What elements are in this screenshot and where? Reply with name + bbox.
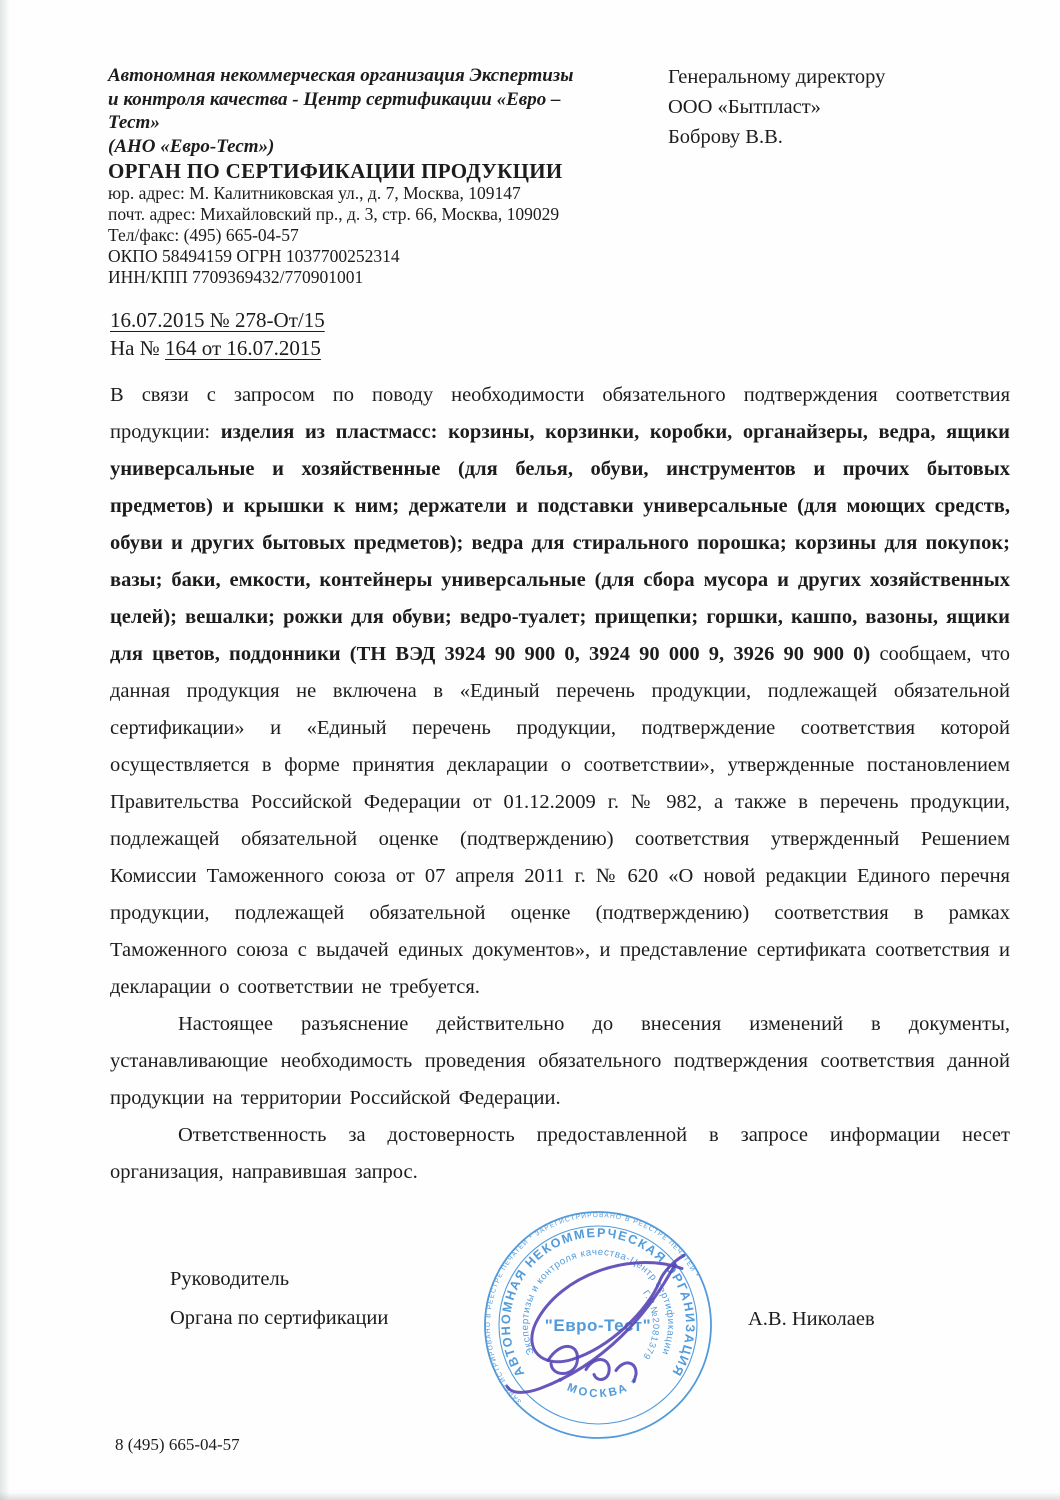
org-abbreviation: (АНО «Евро-Тест») [108,135,275,157]
inn-kpp: ИНН/КПП 7709369432/770901001 [108,267,364,287]
stamp-center-text: "Евро-Тест" [544,1316,652,1335]
signature-stroke [532,1256,684,1362]
stamp-city-text: * МОСКВА * [553,1375,643,1401]
stamp-organization-ring-text: АВТОНОМНАЯ НЕКОММЕРЧЕСКАЯ ОРГАНИЗАЦИЯ [498,1225,698,1380]
recipient-line: Боброву В.В. [668,126,783,148]
phone-fax: Тел/факс: (495) 665-04-57 [108,225,299,245]
recipient-line: ООО «Бытпласт» [668,96,821,118]
paragraph-main [110,377,1010,1006]
outgoing-reference: 16.07.2015 № 278-От/15 [110,308,325,332]
handwritten-signature [482,1246,717,1411]
body-text-bold-product-list: изделия из пластмасс: корзины, корзинки, коробки, органайзеры, ведра, ящики универсальные и хозяйственные (для белья, обуви, инструментов и прочих бытовых предметов) и крышки к ним; держатели и подставки универсальные (для моющих средств, обуви и других бытовых предметов); ведра для стирального порошка; корзины для покупок; вазы; баки, емкости, контейнеры универсальные (для сбора мусора и других хозяйственных целей); вешалки; рожки для обуви; ведро-туалет; прищепки; горшки, кашпо, вазоны, ящики для цветов, поддонники (ТН ВЭД 3924 90 900 0, 3924 90 000 9, 3926 90 900 0) [110,421,1010,665]
letter-body [110,377,1010,1191]
footer-phone: 8 (495) 665-04-57 [115,1435,240,1454]
stamp-registration-number: Г.Р.№2081379 [640,1288,662,1362]
stamp-registry-ring-text: ЗАРЕГИСТРИРОВАНО В РЕЕСТРЕ ПЕЧАТЕЙ * ЗАРЕГИСТРИРОВАНО В РЕЕСТРЕ ПЕЧАТЕЙ * [484,1212,700,1405]
body-text-regular: В связи с запросом по поводу необходимости обязательного подтверждения соответствия продукции: [110,384,1010,443]
incoming-reference: На № 164 от 16.07.2015 [110,336,321,360]
scan-edge-left [0,0,10,1500]
letterhead [108,64,668,288]
paragraph-validity: Настоящее разъяснение действительно до внесения изменений в документы, устанавливающие необходимость проведения обязательного подтверждения соответствия данной продукции на территории Российской Федерации. [110,1013,1010,1109]
recipient-block [668,62,998,152]
signer-title-line2: Органа по сертификации [170,1307,389,1329]
reference-block [110,306,530,362]
org-title: ОРГАН ПО СЕРТИФИКАЦИИ ПРОДУКЦИИ [108,159,563,183]
signer-name: А.В. Николаев [748,1308,875,1330]
org-name-line: Тест» [108,112,160,133]
org-name-line: Автономная некоммерческая организация Экспертизы [108,65,574,86]
scan-edge-bottom [0,1492,1060,1500]
paragraph-responsibility: Ответственность за достоверность предоставленной в запросе информации несет организация, направившая запрос. [110,1124,1010,1183]
org-name-line: и контроля качества - Центр сертификации «Евро – [108,88,561,110]
legal-address: юр. адрес: М. Калитниковская ул., д. 7, Москва, 109147 [108,183,521,203]
okpo-ogrn: ОКПО 58494159 ОГРН 1037700252314 [108,246,400,266]
recipient-line: Генеральному директору [668,66,886,88]
postal-address: почт. адрес: Михайловский пр., д. 3, стр. 66, Москва, 109029 [108,204,560,224]
body-text-regular: сообщаем, что данная продукция не включена в «Единый перечень продукции, подлежащей обязательной сертификации» и «Единый перечень продукции, подтверждение соответствия которой осуществляется в форме принятия декларации о соответствии», утвержденные постановлением Правительства Российской Федерации от 01.12.2009 г. № 982, а также в перечень продукции, подлежащей обязательной оценке (подтверждению) соответствия утвержденный Решением Комиссии Таможенного союза от 07 апреля 2011 г. № 620 «О новой редакции Единого перечня продукции, подлежащей обязательной оценке (подтверждению) соответствия в рамках Таможенного союза с выдачей единых документов», и представление сертификата соответствия и декларации о соответствии не требуется. [110,643,1010,998]
stamp-expertise-ring-text: Экспертизы и контроля качества-Центр сертификации [519,1246,677,1357]
signer-title-line1: Руководитель [170,1268,290,1290]
